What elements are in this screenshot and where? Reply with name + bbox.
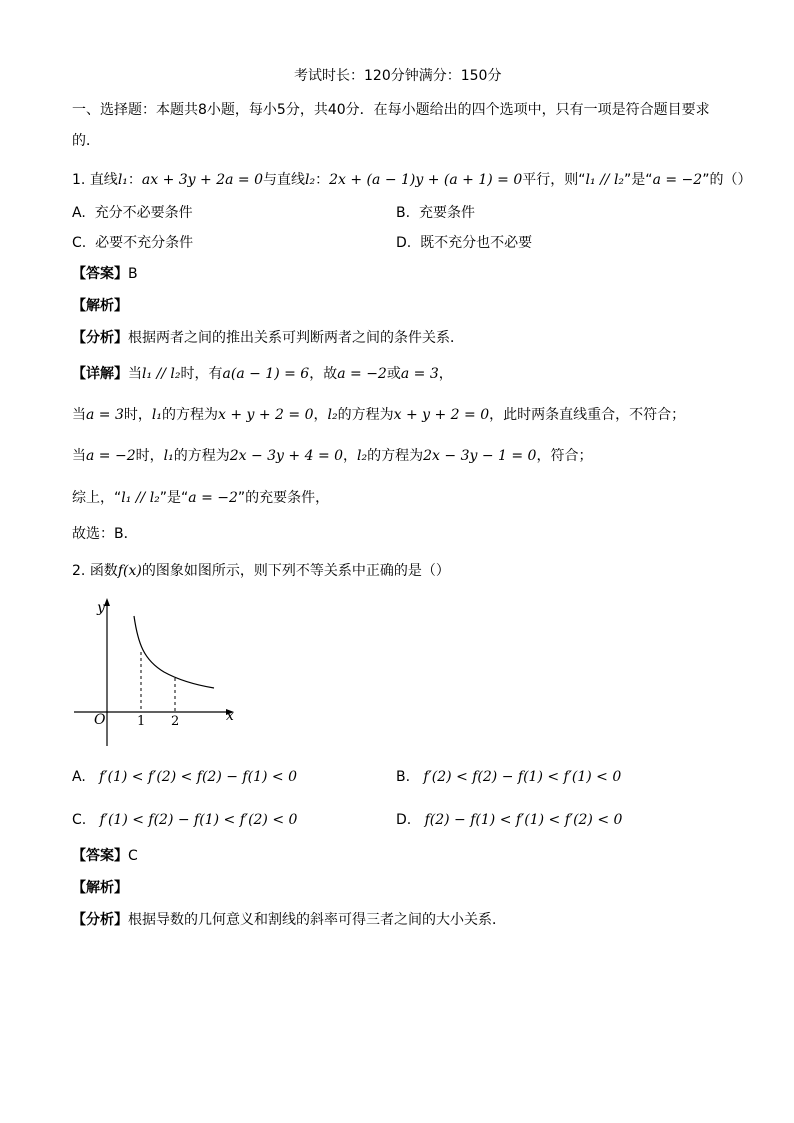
math: l₂ [327,407,338,423]
detail-text: 时，有 [180,366,223,382]
q1-text: 直线 [89,172,118,188]
detail-text: 当 [128,366,142,382]
math: a = −2 [86,448,136,464]
option-label: B. [396,769,411,785]
detail-text: ，符合； [536,448,593,464]
q1-choose: 故选：B． [72,526,138,542]
q1-jiexi [72,296,128,316]
detail-text: ，故 [309,366,338,382]
q1-equation-1: ax + 3y + 2a = 0 [141,172,264,188]
option-text: f′(2) < f(2) − f(1) < f′(1) < 0 [423,769,622,785]
q1-stem [72,170,751,190]
q1-detail-line3 [72,446,592,466]
section-heading-line1: 一、选择题：本题共8小题，每小5分，共40分．在每小题给出的四个选项中，只有一项是符合题目要求 [72,102,710,118]
answer-tag: 【答案】 [72,266,128,282]
math: a = −2 [188,490,238,506]
origin-label: O [94,712,106,728]
detail-text: ， [343,448,358,464]
q1-text: ”是“ [624,172,653,188]
q1-text: ”的（） [702,172,752,188]
detail-text: 综上，“ [72,490,122,506]
detail-text: 或 [386,366,401,382]
q1-answer [72,264,138,284]
q1-option-a [72,203,193,223]
math: a(a − 1) = 6 [222,366,310,382]
option-label: C. [72,812,87,828]
q1-fenxi [72,328,464,348]
fenxi-text: 根据导数的几何意义和割线的斜率可得三者之间的大小关系． [128,912,506,928]
math: l₁ [151,407,162,423]
q2-stem [72,561,450,581]
math: l₁ [163,448,174,464]
option-text: 既不充分也不必要 [420,235,533,251]
q2-option-a [72,767,297,787]
tick-label-2: 2 [171,714,180,729]
q1-text: 与直线 [263,172,306,188]
y-axis-label: y [97,600,105,616]
q1-condition: a = −2 [652,172,703,188]
detail-text: ， [438,366,453,382]
q1-line-l1: l₁ [117,172,128,188]
q2-number: 2. [72,563,86,579]
q2-fenxi [72,910,506,930]
math: 2x − 3y − 1 = 0 [423,448,537,464]
answer-tag: 【答案】 [72,848,128,864]
q2-jiexi [72,878,128,898]
fenxi-tag: 【分析】 [72,912,128,928]
option-text: f(2) − f(1) < f′(1) < f′(2) < 0 [424,812,623,828]
q1-text: ： [127,172,142,188]
q2-option-d [396,810,622,830]
q2-function-graph [70,596,242,752]
q1-equation-2: 2x + (a − 1)y + (a + 1) = 0 [329,172,523,188]
q1-text: 平行，则“ [522,172,586,188]
math: x + y + 2 = 0 [393,407,490,423]
q2-text: 的图象如图所示，则下列不等关系中正确的是（） [141,563,450,579]
xiangjie-tag: 【详解】 [72,366,128,382]
q2-answer [72,846,138,866]
q2-function: f(x) [117,563,142,579]
q1-text: ： [315,172,330,188]
option-text: f′(1) < f′(2) < f(2) − f(1) < 0 [99,769,297,785]
math: x + y + 2 = 0 [217,407,314,423]
detail-text: 的方程为 [367,448,424,464]
option-text: 充分不必要条件 [94,205,193,221]
q1-number: 1. [72,172,86,188]
math: a = 3 [400,366,439,382]
math: a = 3 [86,407,124,423]
q2-text: 函数 [89,563,118,579]
detail-text: 当 [72,448,86,464]
fenxi-tag: 【分析】 [72,330,128,346]
detail-text: ”是“ [159,490,189,506]
q1-option-c [72,233,193,253]
option-label: A. [72,205,86,221]
q1-option-d [396,233,532,253]
math: l₁ // l₂ [121,490,160,506]
q1-summary [72,488,329,508]
option-label: D. [396,235,412,251]
q1-detail-line1 [72,364,453,384]
option-label: D. [396,812,412,828]
fenxi-text: 根据两者之间的推出关系可判断两者之间的条件关系． [128,330,464,346]
math: l₁ // l₂ [142,366,181,382]
detail-text: 时， [135,448,164,464]
q1-detail-line2 [72,405,685,425]
exam-info: 考试时长：120分钟满分：150分 [294,68,502,84]
detail-text: ， [313,407,328,423]
option-text: f′(1) < f(2) − f(1) < f′(2) < 0 [99,812,298,828]
jiexi-tag: 【解析】 [72,298,128,314]
q1-parallel-relation: l₁ // l₂ [585,172,625,188]
math: l₂ [357,448,368,464]
q2-option-b [396,767,621,787]
section-heading-line2: 的． [72,133,100,149]
option-label: C. [72,235,87,251]
math: 2x − 3y + 4 = 0 [229,448,344,464]
math: a = −2 [337,366,387,382]
detail-text: 当 [72,407,86,423]
detail-text: 的方程为 [173,448,230,464]
q2-option-c [72,810,297,830]
answer-value: B [128,266,138,282]
option-text: 充要条件 [418,205,475,221]
q1-option-b [396,203,475,223]
detail-text: ”的充要条件， [237,490,330,506]
detail-text: ，此时两条直线重合，不符合； [489,407,686,423]
detail-text: 的方程为 [337,407,394,423]
option-text: 必要不充分条件 [95,235,194,251]
function-curve [134,616,214,688]
option-label: B. [396,205,411,221]
option-label: A. [72,769,86,785]
q1-line-l2: l₂ [305,172,316,188]
answer-value: C [128,848,138,864]
tick-label-1: 1 [137,714,146,729]
x-axis-label: x [226,708,234,724]
jiexi-tag: 【解析】 [72,880,128,896]
detail-text: 时， [123,407,152,423]
detail-text: 的方程为 [161,407,218,423]
